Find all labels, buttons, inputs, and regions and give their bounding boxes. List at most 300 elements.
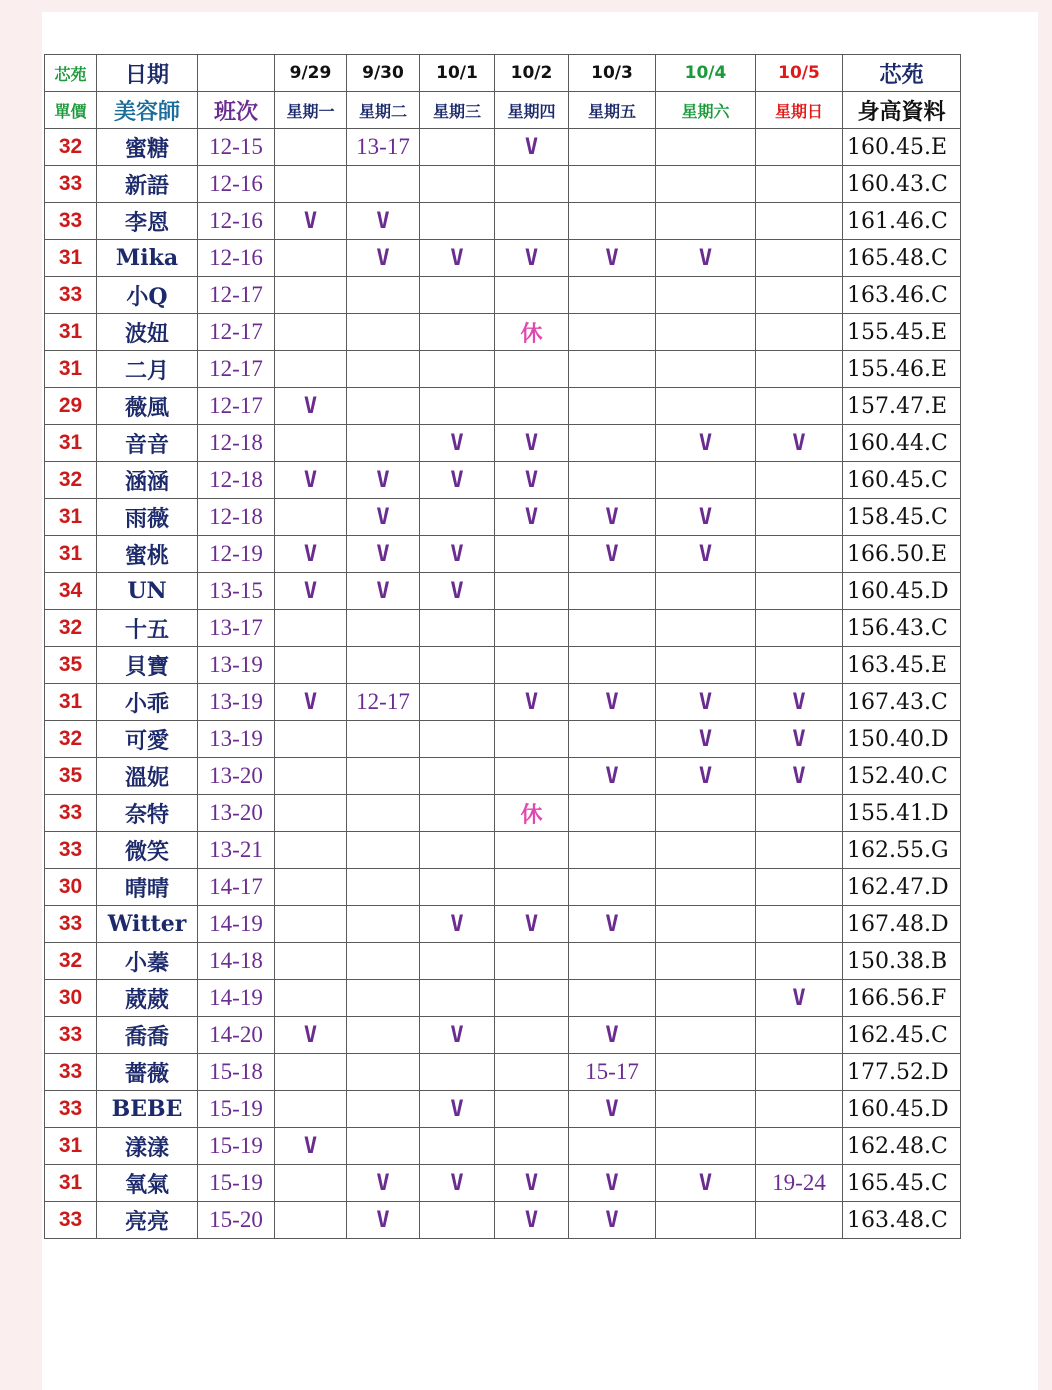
day-cell-tue: V — [347, 536, 420, 573]
therapist-name-cell: 二月 — [97, 351, 198, 388]
day-cell-thu — [495, 277, 569, 314]
day-cell-sun — [756, 1128, 843, 1165]
day-cell-thu — [495, 536, 569, 573]
day-cell-fri — [569, 1128, 656, 1165]
day-cell-thu: V — [495, 499, 569, 536]
price-cell: 33 — [45, 277, 97, 314]
day-cell-fri — [569, 610, 656, 647]
day-cell-wed — [420, 166, 495, 203]
day-cell-fri: V — [569, 906, 656, 943]
day-cell-wed — [420, 129, 495, 166]
day-cell-thu — [495, 1054, 569, 1091]
price-cell: 31 — [45, 314, 97, 351]
schedule-table — [44, 54, 961, 1239]
day-cell-thu: V — [495, 906, 569, 943]
day-cell-tue — [347, 425, 420, 462]
day-cell-tue — [347, 647, 420, 684]
table-row — [45, 1091, 961, 1128]
day-cell-sat — [656, 314, 756, 351]
day-cell-sat — [656, 832, 756, 869]
height-data-cell: 163.45.E — [843, 647, 961, 684]
price-cell: 32 — [45, 610, 97, 647]
day-cell-mon — [275, 240, 347, 277]
header-cell-thu: 星期四 — [495, 92, 569, 129]
header-cell-tue: 星期二 — [347, 92, 420, 129]
day-cell-sun — [756, 351, 843, 388]
day-cell-mon — [275, 832, 347, 869]
day-cell-sat — [656, 203, 756, 240]
therapist-name-cell: Mika — [97, 240, 198, 277]
day-cell-sat — [656, 129, 756, 166]
day-cell-mon — [275, 943, 347, 980]
day-cell-tue — [347, 277, 420, 314]
header-cell-fri: 星期五 — [569, 92, 656, 129]
day-cell-sun — [756, 536, 843, 573]
day-cell-thu — [495, 758, 569, 795]
shift-cell: 14-19 — [198, 906, 275, 943]
therapist-name-cell: 溫妮 — [97, 758, 198, 795]
day-cell-fri: V — [569, 758, 656, 795]
day-cell-sat — [656, 795, 756, 832]
header-cell-sat: 星期六 — [656, 92, 756, 129]
day-cell-wed — [420, 203, 495, 240]
day-cell-fri: V — [569, 1091, 656, 1128]
table-row — [45, 1017, 961, 1054]
day-cell-mon — [275, 166, 347, 203]
shift-cell: 15-18 — [198, 1054, 275, 1091]
shift-cell: 12-16 — [198, 240, 275, 277]
day-cell-thu — [495, 832, 569, 869]
day-cell-thu: 休 — [495, 795, 569, 832]
therapist-name-cell: 漾漾 — [97, 1128, 198, 1165]
table-row — [45, 610, 961, 647]
price-cell: 32 — [45, 943, 97, 980]
day-cell-sat: V — [656, 425, 756, 462]
day-cell-sat — [656, 869, 756, 906]
table-row — [45, 166, 961, 203]
table-row — [45, 832, 961, 869]
height-data-cell: 167.43.C — [843, 684, 961, 721]
shift-cell: 12-18 — [198, 462, 275, 499]
header-cell-sat: 10/4 — [656, 55, 756, 92]
day-cell-sat — [656, 943, 756, 980]
day-cell-mon — [275, 610, 347, 647]
price-cell: 31 — [45, 1128, 97, 1165]
day-cell-wed: V — [420, 1165, 495, 1202]
day-cell-sat — [656, 573, 756, 610]
height-data-cell: 160.44.C — [843, 425, 961, 462]
therapist-name-cell: 十五 — [97, 610, 198, 647]
day-cell-sun — [756, 388, 843, 425]
day-cell-tue: V — [347, 462, 420, 499]
therapist-name-cell: 雨薇 — [97, 499, 198, 536]
height-data-cell: 160.45.D — [843, 573, 961, 610]
day-cell-sun: V — [756, 425, 843, 462]
day-cell-mon — [275, 425, 347, 462]
day-cell-fri: V — [569, 1017, 656, 1054]
day-cell-fri — [569, 721, 656, 758]
price-cell: 33 — [45, 1054, 97, 1091]
day-cell-mon — [275, 758, 347, 795]
day-cell-sat: V — [656, 721, 756, 758]
header-cell-height: 芯苑 — [843, 55, 961, 92]
therapist-name-cell: 葳葳 — [97, 980, 198, 1017]
day-cell-wed — [420, 1202, 495, 1239]
header-cell-sun: 星期日 — [756, 92, 843, 129]
therapist-name-cell: 薔薇 — [97, 1054, 198, 1091]
day-cell-sun — [756, 277, 843, 314]
day-cell-sun: V — [756, 980, 843, 1017]
day-cell-fri — [569, 129, 656, 166]
price-cell: 31 — [45, 351, 97, 388]
shift-cell: 13-17 — [198, 610, 275, 647]
day-cell-sun — [756, 869, 843, 906]
day-cell-thu — [495, 388, 569, 425]
price-cell: 32 — [45, 721, 97, 758]
shift-cell: 12-18 — [198, 425, 275, 462]
day-cell-thu — [495, 1128, 569, 1165]
day-cell-mon — [275, 647, 347, 684]
day-cell-fri — [569, 832, 656, 869]
header-cell-therapist: 日期 — [97, 55, 198, 92]
height-data-cell: 161.46.C — [843, 203, 961, 240]
day-cell-thu: V — [495, 129, 569, 166]
day-cell-tue: V — [347, 573, 420, 610]
therapist-name-cell: 新語 — [97, 166, 198, 203]
day-cell-mon — [275, 277, 347, 314]
day-cell-fri — [569, 425, 656, 462]
table-row — [45, 351, 961, 388]
day-cell-wed — [420, 277, 495, 314]
therapist-name-cell: 李恩 — [97, 203, 198, 240]
height-data-cell: 156.43.C — [843, 610, 961, 647]
day-cell-tue — [347, 351, 420, 388]
height-data-cell: 163.46.C — [843, 277, 961, 314]
day-cell-sat — [656, 277, 756, 314]
day-cell-sat: V — [656, 240, 756, 277]
therapist-name-cell: 喬喬 — [97, 1017, 198, 1054]
day-cell-fri: V — [569, 684, 656, 721]
table-row — [45, 240, 961, 277]
shift-cell: 15-19 — [198, 1091, 275, 1128]
day-cell-fri — [569, 573, 656, 610]
day-cell-sat: V — [656, 499, 756, 536]
day-cell-mon: V — [275, 1017, 347, 1054]
day-cell-wed — [420, 314, 495, 351]
day-cell-sun: V — [756, 684, 843, 721]
price-cell: 31 — [45, 684, 97, 721]
table-row — [45, 1202, 961, 1239]
day-cell-fri — [569, 166, 656, 203]
day-cell-thu — [495, 610, 569, 647]
height-data-cell: 152.40.C — [843, 758, 961, 795]
day-cell-tue — [347, 943, 420, 980]
day-cell-tue — [347, 1091, 420, 1128]
table-row — [45, 795, 961, 832]
day-cell-tue — [347, 758, 420, 795]
therapist-name-cell: 小蓁 — [97, 943, 198, 980]
price-cell: 31 — [45, 536, 97, 573]
header-cell-shift — [198, 55, 275, 92]
shift-cell: 14-18 — [198, 943, 275, 980]
header-cell-height: 身高資料 — [843, 92, 961, 129]
price-cell: 33 — [45, 166, 97, 203]
day-cell-sat — [656, 166, 756, 203]
day-cell-tue: V — [347, 1202, 420, 1239]
day-cell-wed — [420, 832, 495, 869]
shift-cell: 15-20 — [198, 1202, 275, 1239]
day-cell-sun — [756, 462, 843, 499]
day-cell-tue: V — [347, 499, 420, 536]
day-cell-wed — [420, 869, 495, 906]
day-cell-sat — [656, 647, 756, 684]
header-cell-mon: 星期一 — [275, 92, 347, 129]
height-data-cell: 167.48.D — [843, 906, 961, 943]
day-cell-sat — [656, 980, 756, 1017]
price-cell: 31 — [45, 240, 97, 277]
day-cell-thu: V — [495, 425, 569, 462]
day-cell-fri — [569, 980, 656, 1017]
day-cell-fri — [569, 314, 656, 351]
day-cell-sun — [756, 832, 843, 869]
table-row — [45, 943, 961, 980]
day-cell-sun: V — [756, 721, 843, 758]
height-data-cell: 160.43.C — [843, 166, 961, 203]
day-cell-sun — [756, 647, 843, 684]
day-cell-mon — [275, 314, 347, 351]
price-cell: 33 — [45, 1091, 97, 1128]
header-cell-shift: 班次 — [198, 92, 275, 129]
therapist-name-cell: 微笑 — [97, 832, 198, 869]
table-row — [45, 721, 961, 758]
shift-cell: 14-20 — [198, 1017, 275, 1054]
table-row — [45, 647, 961, 684]
day-cell-sun — [756, 943, 843, 980]
table-row — [45, 869, 961, 906]
day-cell-sat — [656, 1202, 756, 1239]
height-data-cell: 160.45.E — [843, 129, 961, 166]
day-cell-thu — [495, 166, 569, 203]
day-cell-tue — [347, 795, 420, 832]
day-cell-fri: V — [569, 499, 656, 536]
day-cell-wed: V — [420, 1091, 495, 1128]
table-row — [45, 684, 961, 721]
day-cell-fri: V — [569, 240, 656, 277]
header-cell-therapist: 美容師 — [97, 92, 198, 129]
shift-cell: 14-17 — [198, 869, 275, 906]
day-cell-sun — [756, 795, 843, 832]
height-data-cell: 162.45.C — [843, 1017, 961, 1054]
day-cell-thu — [495, 869, 569, 906]
shift-cell: 15-19 — [198, 1128, 275, 1165]
day-cell-wed — [420, 795, 495, 832]
day-cell-thu: V — [495, 462, 569, 499]
day-cell-sat — [656, 462, 756, 499]
day-cell-mon — [275, 351, 347, 388]
day-cell-wed — [420, 499, 495, 536]
price-cell: 31 — [45, 425, 97, 462]
day-cell-wed — [420, 980, 495, 1017]
day-cell-sat: V — [656, 536, 756, 573]
therapist-name-cell: 小乖 — [97, 684, 198, 721]
header-row-dates — [45, 55, 961, 92]
day-cell-thu — [495, 573, 569, 610]
day-cell-sat: V — [656, 758, 756, 795]
day-cell-mon — [275, 1202, 347, 1239]
height-data-cell: 165.45.C — [843, 1165, 961, 1202]
therapist-name-cell: 波妞 — [97, 314, 198, 351]
height-data-cell: 163.48.C — [843, 1202, 961, 1239]
shift-cell: 13-20 — [198, 758, 275, 795]
day-cell-mon — [275, 721, 347, 758]
table-row — [45, 1128, 961, 1165]
day-cell-fri: 15-17 — [569, 1054, 656, 1091]
day-cell-fri — [569, 647, 656, 684]
day-cell-wed — [420, 684, 495, 721]
shift-cell: 13-19 — [198, 721, 275, 758]
day-cell-tue — [347, 1128, 420, 1165]
shift-cell: 12-16 — [198, 203, 275, 240]
therapist-name-cell: 氧氣 — [97, 1165, 198, 1202]
day-cell-fri: V — [569, 1165, 656, 1202]
table-row — [45, 758, 961, 795]
day-cell-mon: V — [275, 1128, 347, 1165]
day-cell-sat — [656, 610, 756, 647]
therapist-name-cell: 晴晴 — [97, 869, 198, 906]
price-cell: 30 — [45, 980, 97, 1017]
shift-cell: 13-19 — [198, 647, 275, 684]
day-cell-wed — [420, 388, 495, 425]
price-cell: 33 — [45, 1017, 97, 1054]
height-data-cell: 150.38.B — [843, 943, 961, 980]
price-cell: 30 — [45, 869, 97, 906]
height-data-cell: 155.41.D — [843, 795, 961, 832]
price-cell: 35 — [45, 758, 97, 795]
day-cell-thu — [495, 351, 569, 388]
therapist-name-cell: UN — [97, 573, 198, 610]
day-cell-tue: 13-17 — [347, 129, 420, 166]
height-data-cell: 165.48.C — [843, 240, 961, 277]
height-data-cell: 157.47.E — [843, 388, 961, 425]
therapist-name-cell: 薇風 — [97, 388, 198, 425]
day-cell-tue — [347, 1054, 420, 1091]
table-row — [45, 277, 961, 314]
shift-cell: 12-18 — [198, 499, 275, 536]
height-data-cell: 160.45.D — [843, 1091, 961, 1128]
day-cell-wed — [420, 1054, 495, 1091]
header-cell-sun: 10/5 — [756, 55, 843, 92]
day-cell-sun — [756, 610, 843, 647]
day-cell-sat — [656, 1128, 756, 1165]
day-cell-tue — [347, 1017, 420, 1054]
table-row — [45, 499, 961, 536]
day-cell-fri — [569, 462, 656, 499]
header-cell-mon: 9/29 — [275, 55, 347, 92]
day-cell-wed — [420, 721, 495, 758]
day-cell-mon — [275, 906, 347, 943]
price-cell: 33 — [45, 203, 97, 240]
header-cell-price: 芯苑 — [45, 55, 97, 92]
table-row — [45, 129, 961, 166]
day-cell-thu — [495, 980, 569, 1017]
day-cell-thu — [495, 943, 569, 980]
height-data-cell: 158.45.C — [843, 499, 961, 536]
day-cell-tue: V — [347, 203, 420, 240]
day-cell-wed — [420, 351, 495, 388]
shift-cell: 12-19 — [198, 536, 275, 573]
day-cell-mon — [275, 795, 347, 832]
day-cell-fri: V — [569, 536, 656, 573]
day-cell-sun — [756, 166, 843, 203]
table-row — [45, 462, 961, 499]
shift-cell: 14-19 — [198, 980, 275, 1017]
day-cell-mon — [275, 869, 347, 906]
day-cell-wed: V — [420, 425, 495, 462]
day-cell-mon — [275, 1054, 347, 1091]
price-cell: 33 — [45, 832, 97, 869]
shift-cell: 13-19 — [198, 684, 275, 721]
day-cell-tue: 12-17 — [347, 684, 420, 721]
table-row — [45, 1054, 961, 1091]
header-cell-thu: 10/2 — [495, 55, 569, 92]
shift-cell: 13-21 — [198, 832, 275, 869]
day-cell-thu — [495, 203, 569, 240]
day-cell-sat — [656, 351, 756, 388]
price-cell: 34 — [45, 573, 97, 610]
table-row — [45, 573, 961, 610]
table-row — [45, 980, 961, 1017]
therapist-name-cell: 蜜桃 — [97, 536, 198, 573]
day-cell-thu: V — [495, 1202, 569, 1239]
height-data-cell: 162.47.D — [843, 869, 961, 906]
day-cell-sun — [756, 1054, 843, 1091]
day-cell-wed: V — [420, 536, 495, 573]
day-cell-sun — [756, 499, 843, 536]
price-cell: 32 — [45, 129, 97, 166]
day-cell-tue: V — [347, 240, 420, 277]
table-row — [45, 203, 961, 240]
day-cell-wed — [420, 758, 495, 795]
day-cell-sun — [756, 240, 843, 277]
header-cell-wed: 星期三 — [420, 92, 495, 129]
day-cell-mon — [275, 1165, 347, 1202]
day-cell-sat — [656, 1091, 756, 1128]
day-cell-mon — [275, 1091, 347, 1128]
day-cell-mon: V — [275, 388, 347, 425]
day-cell-mon: V — [275, 573, 347, 610]
day-cell-tue — [347, 869, 420, 906]
height-data-cell: 166.56.F — [843, 980, 961, 1017]
therapist-name-cell: 亮亮 — [97, 1202, 198, 1239]
day-cell-fri — [569, 351, 656, 388]
day-cell-sun — [756, 314, 843, 351]
day-cell-tue — [347, 721, 420, 758]
day-cell-mon: V — [275, 536, 347, 573]
price-cell: 35 — [45, 647, 97, 684]
day-cell-mon — [275, 129, 347, 166]
therapist-name-cell: 可愛 — [97, 721, 198, 758]
day-cell-mon — [275, 499, 347, 536]
shift-cell: 12-17 — [198, 314, 275, 351]
header-cell-wed: 10/1 — [420, 55, 495, 92]
header-cell-fri: 10/3 — [569, 55, 656, 92]
therapist-name-cell: 蜜糖 — [97, 129, 198, 166]
day-cell-sun — [756, 129, 843, 166]
therapist-name-cell: 涵涵 — [97, 462, 198, 499]
price-cell: 33 — [45, 906, 97, 943]
day-cell-fri — [569, 869, 656, 906]
header-cell-tue: 9/30 — [347, 55, 420, 92]
